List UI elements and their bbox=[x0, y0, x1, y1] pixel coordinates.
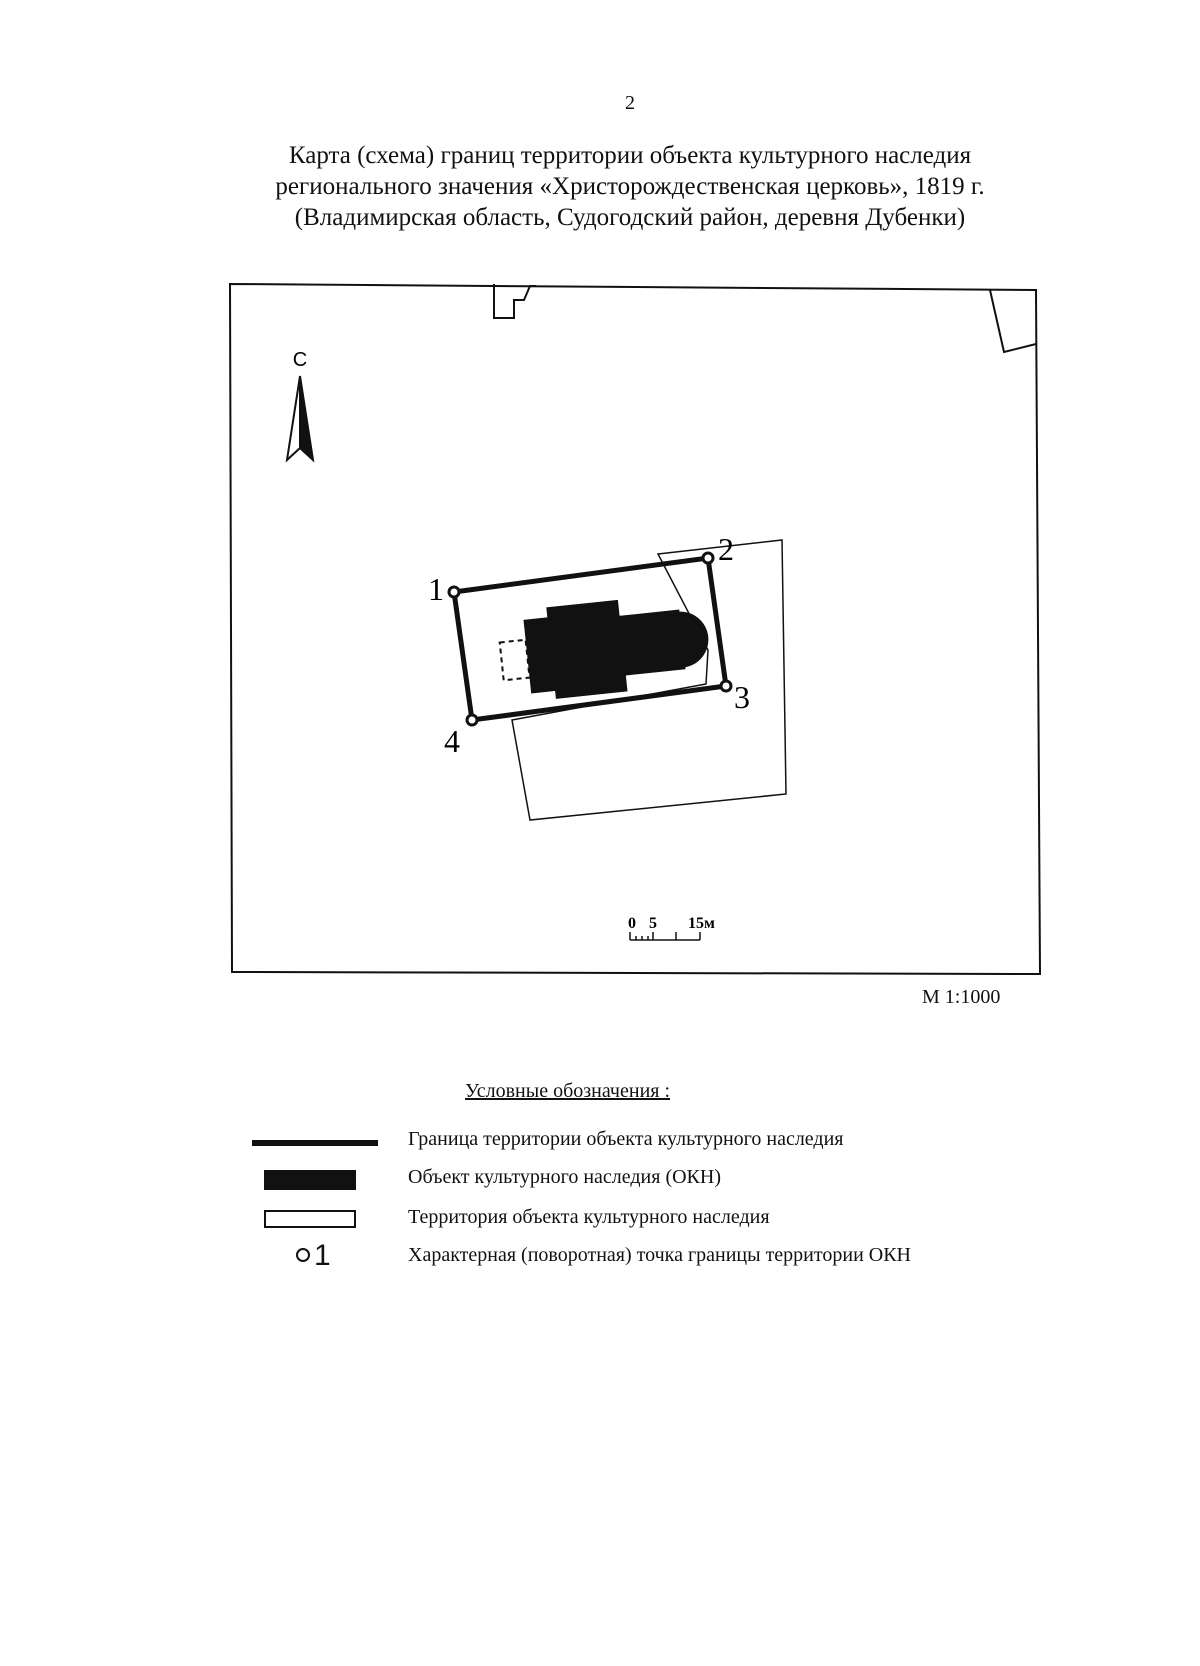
scale-bar bbox=[630, 932, 700, 940]
legend-label: Характерная (поворотная) точка границы территории ОКН bbox=[408, 1244, 911, 1266]
territory-symbol bbox=[264, 1210, 356, 1228]
church-main-hall bbox=[546, 600, 627, 699]
scale-tick-5: 5 bbox=[649, 915, 657, 932]
map-scale: М 1:1000 bbox=[922, 986, 1001, 1008]
church-apse bbox=[677, 609, 711, 668]
boundary-point-2 bbox=[703, 553, 713, 563]
legend-item-boundary bbox=[0, 1128, 1200, 1164]
boundary-point-4 bbox=[467, 715, 477, 725]
point-label-3: 3 bbox=[734, 679, 750, 715]
point-symbol-number: 1 bbox=[314, 1239, 331, 1272]
point-label-4: 4 bbox=[444, 723, 460, 759]
north-label: С bbox=[292, 349, 308, 371]
legend-label: Граница территории объекта культурного наследия bbox=[408, 1128, 844, 1150]
legend-item-object bbox=[0, 1166, 1200, 1202]
point-label-1: 1 bbox=[428, 571, 444, 607]
scale-tick-0: 0 bbox=[628, 915, 636, 932]
page-number: 2 bbox=[625, 92, 635, 114]
point-symbol bbox=[296, 1238, 331, 1274]
scale-tick-15: 15м bbox=[688, 915, 715, 932]
point-label-2: 2 bbox=[718, 531, 734, 567]
legend-label: Объект культурного наследия (ОКН) bbox=[408, 1166, 721, 1188]
church-outbuilding bbox=[500, 640, 530, 681]
neighbor-plot-right bbox=[990, 290, 1036, 352]
legend-label: Территория объекта культурного наследия bbox=[408, 1206, 770, 1228]
church-refectory bbox=[618, 610, 686, 676]
north-arrow-icon bbox=[287, 376, 300, 460]
boundary-point-1 bbox=[449, 587, 459, 597]
legend-item-point bbox=[0, 1239, 1200, 1280]
boundary-point-3 bbox=[721, 681, 731, 691]
title-line-1: Карта (схема) границ территории объекта культурного наследия bbox=[288, 142, 972, 169]
legend-title: Условные обозначения : bbox=[465, 1080, 671, 1102]
north-arrow-icon-fill bbox=[300, 376, 313, 460]
boundary-line-symbol bbox=[252, 1140, 378, 1146]
title-line-2: регионального значения «Христорождественская церковь», 1819 г. bbox=[275, 173, 985, 200]
title-line-3: (Владимирская область, Судогодский район, деревня Дубенки) bbox=[294, 204, 966, 231]
heritage-object-symbol bbox=[264, 1170, 356, 1190]
legend-item-territory bbox=[0, 1206, 1200, 1242]
heritage-object bbox=[497, 591, 713, 704]
neighbor-plot-top bbox=[494, 284, 536, 318]
point-circle-icon bbox=[296, 1248, 310, 1262]
